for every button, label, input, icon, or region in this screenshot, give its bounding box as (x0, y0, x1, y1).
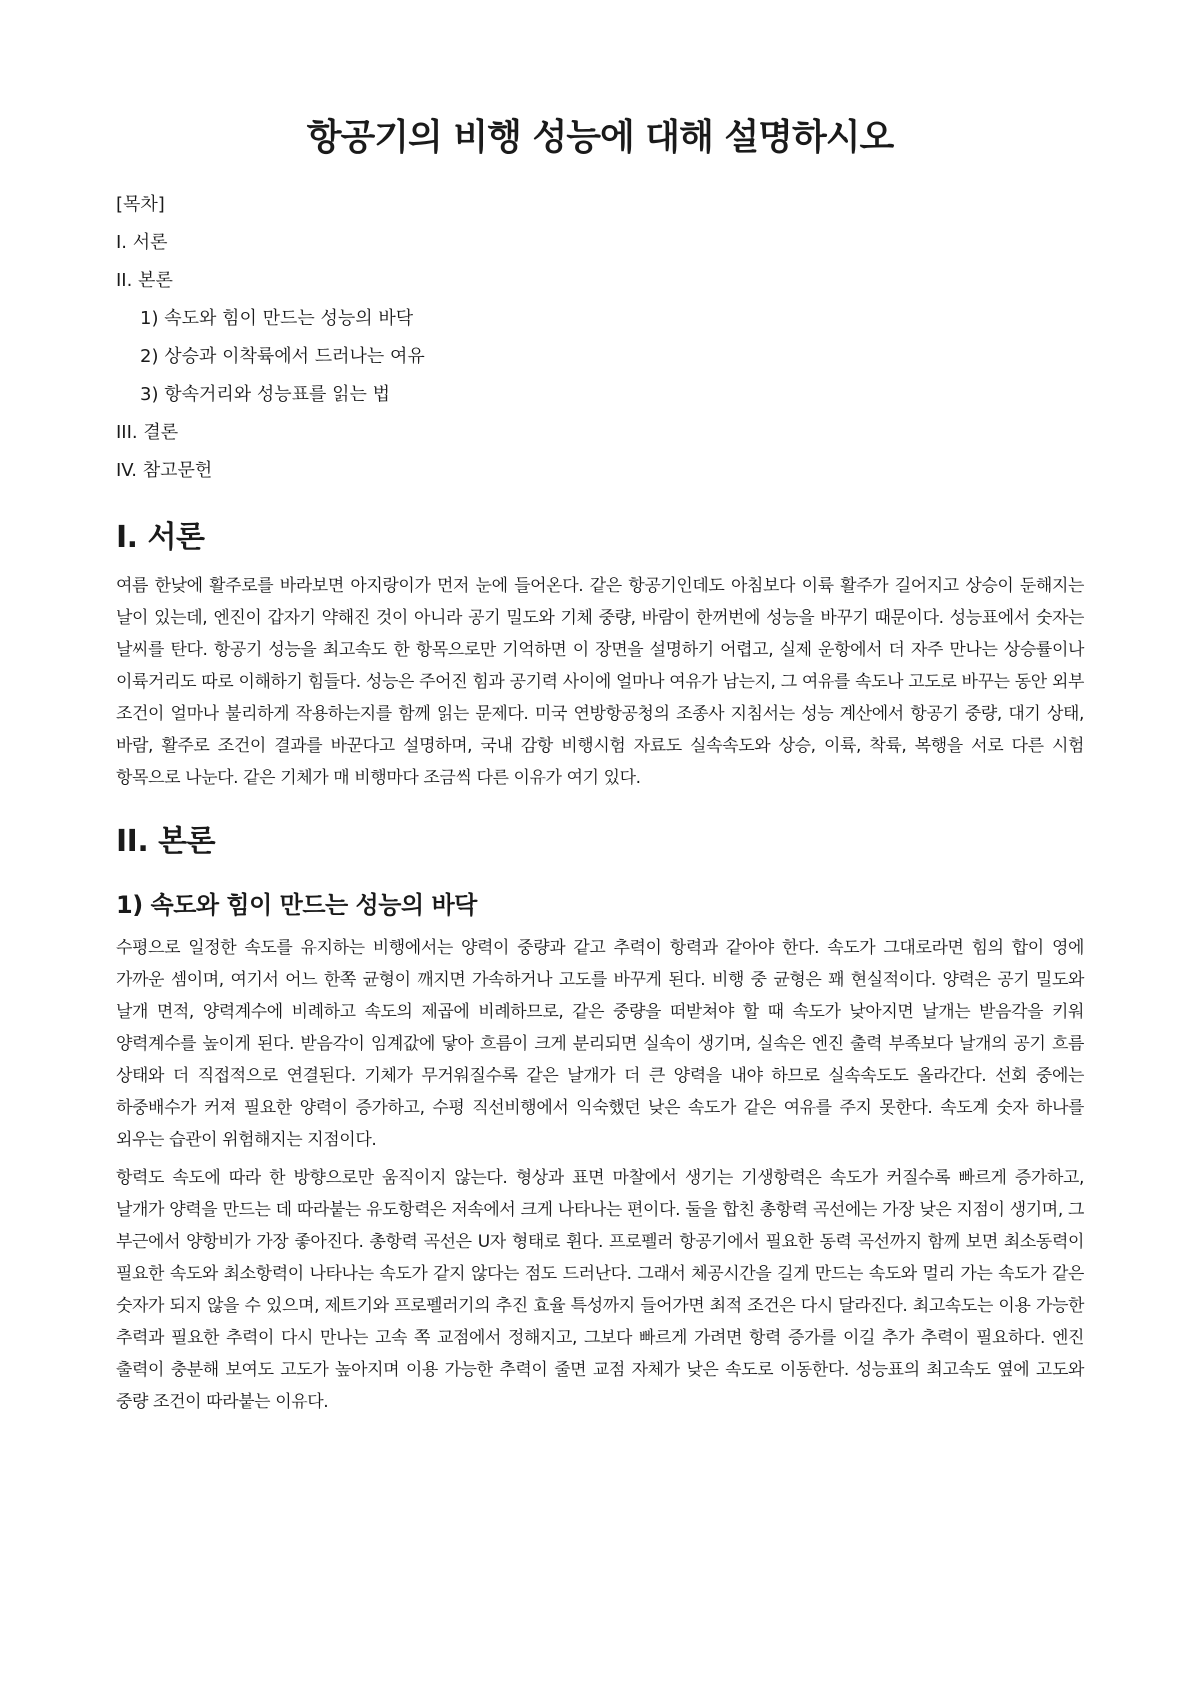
section-1-paragraph-1: 수평으로 일정한 속도를 유지하는 비행에서는 양력이 중량과 같고 추력이 항력과 같아야 한다. 속도가 그대로라면 힘의 합이 영에 가까운 셈이며, 여기서 어느 한쪽 균형이 깨지면 가속하거나 고도를 바꾸게 된다. 비행 중 균형은 꽤 현실적이다. 양력은 공기 밀도와 날개 면적, 양력계수에 비례하고 속도의 제곱에 비례하므로, 같은 중량을 떠받쳐야 할 때 속도가 낮아지면 날개는 받음각을 키워 양력계수를 높이게 된다. 받음각이 임계값에 닿아 흐름이 크게 분리되면 실속이 생기며, 실속은 엔진 출력 부족보다 날개의 공기 흐름 상태와 더 직접적으로 연결된다. 기체가 무거워질수록 같은 날개가 더 큰 양력을 내야 하므로 실속속도도 올라간다. 선회 중에는 하중배수가 커져 필요한 양력이 증가하고, 수평 직선비행에서 익숙했던 낮은 속도가 같은 여유를 주지 못한다. 속도계 숫자 하나를 외우는 습관이 위험해지는 지점이다. (116, 938, 1084, 1150)
intro-heading: I. 서론 (116, 520, 205, 555)
toc-item-body: II. 본론 (116, 270, 173, 291)
toc-item-intro: I. 서론 (116, 232, 168, 253)
section-1-heading: 1) 속도와 힘이 만드는 성능의 바닥 (116, 891, 477, 919)
toc-item-body-section-1: 1) 속도와 힘이 만드는 성능의 바닥 (140, 308, 414, 329)
toc-item-body-section-3: 3) 항속거리와 성능표를 읽는 법 (140, 384, 391, 405)
toc-item-body-section-2: 2) 상승과 이착륙에서 드러나는 여유 (140, 346, 425, 367)
toc-item-conclusion: III. 결론 (116, 422, 179, 443)
body-heading: II. 본론 (116, 824, 216, 859)
document-page (116, 110, 1084, 1424)
toc-item-references: IV. 참고문헌 (116, 460, 213, 481)
section-1-paragraph-2: 항력도 속도에 따라 한 방향으로만 움직이지 않는다. 형상과 표면 마찰에서 생기는 기생항력은 속도가 커질수록 빠르게 증가하고, 날개가 양력을 만드는 데 따라붙는 유도항력은 저속에서 크게 나타나는 편이다. 둘을 합친 총항력 곡선에는 가장 낮은 지점이 생기며, 그 부근에서 양항비가 가장 좋아진다. 총항력 곡선은 U자 형태로 휜다. 프로펠러 항공기에서 필요한 동력 곡선까지 함께 보면 최소동력이 필요한 속도와 최소항력이 나타나는 속도가 같지 않다는 점도 드러난다. 그래서 체공시간을 길게 만드는 속도와 멀리 가는 속도가 같은 숫자가 되지 않을 수 있으며, 제트기와 프로펠러기의 추진 효율 특성까지 들어가면 최적 조건은 다시 달라진다. 최고속도는 이용 가능한 추력과 필요한 추력이 다시 만나는 고속 쪽 교점에서 정해지고, 그보다 빠르게 가려면 항력 증가를 이길 추가 추력이 필요하다. 엔진 출력이 충분해 보여도 고도가 높아지며 이용 가능한 추력이 줄면 교점 자체가 낮은 속도로 이동한다. 성능표의 최고속도 옆에 고도와 중량 조건이 따라붙는 이유다. (116, 1168, 1085, 1412)
intro-paragraph: 여름 한낮에 활주로를 바라보면 아지랑이가 먼저 눈에 들어온다. 같은 항공기인데도 아침보다 이륙 활주가 길어지고 상승이 둔해지는 날이 있는데, 엔진이 갑자기 약해진 것이 아니라 공기 밀도와 기체 중량, 바람이 한꺼번에 성능을 바꾸기 때문이다. 성능표에서 숫자는 날씨를 탄다. 항공기 성능을 최고속도 한 항목으로만 기억하면 이 장면을 설명하기 어렵고, 실제 운항에서 더 자주 만나는 상승률이나 이륙거리도 따로 이해하기 힘들다. 성능은 주어진 힘과 공기력 사이에 얼마나 여유가 남는지, 그 여유를 속도나 고도로 바꾸는 동안 외부 조건이 얼마나 불리하게 작용하는지를 함께 읽는 문제다. 미국 연방항공청의 조종사 지침서는 성능 계산에서 항공기 중량, 대기 상태, 바람, 활주로 조건이 결과를 바꾼다고 설명하며, 국내 감항 비행시험 자료도 실속속도와 상승, 이륙, 착륙, 복행을 서로 다른 시험 항목으로 나눈다. 같은 기체가 매 비행마다 조금씩 다른 이유가 여기 있다. (116, 576, 1084, 788)
toc-heading: [목차] (116, 194, 165, 215)
table-of-contents (116, 186, 1084, 490)
document-title: 항공기의 비행 성능에 대해 설명하시오 (306, 117, 894, 158)
